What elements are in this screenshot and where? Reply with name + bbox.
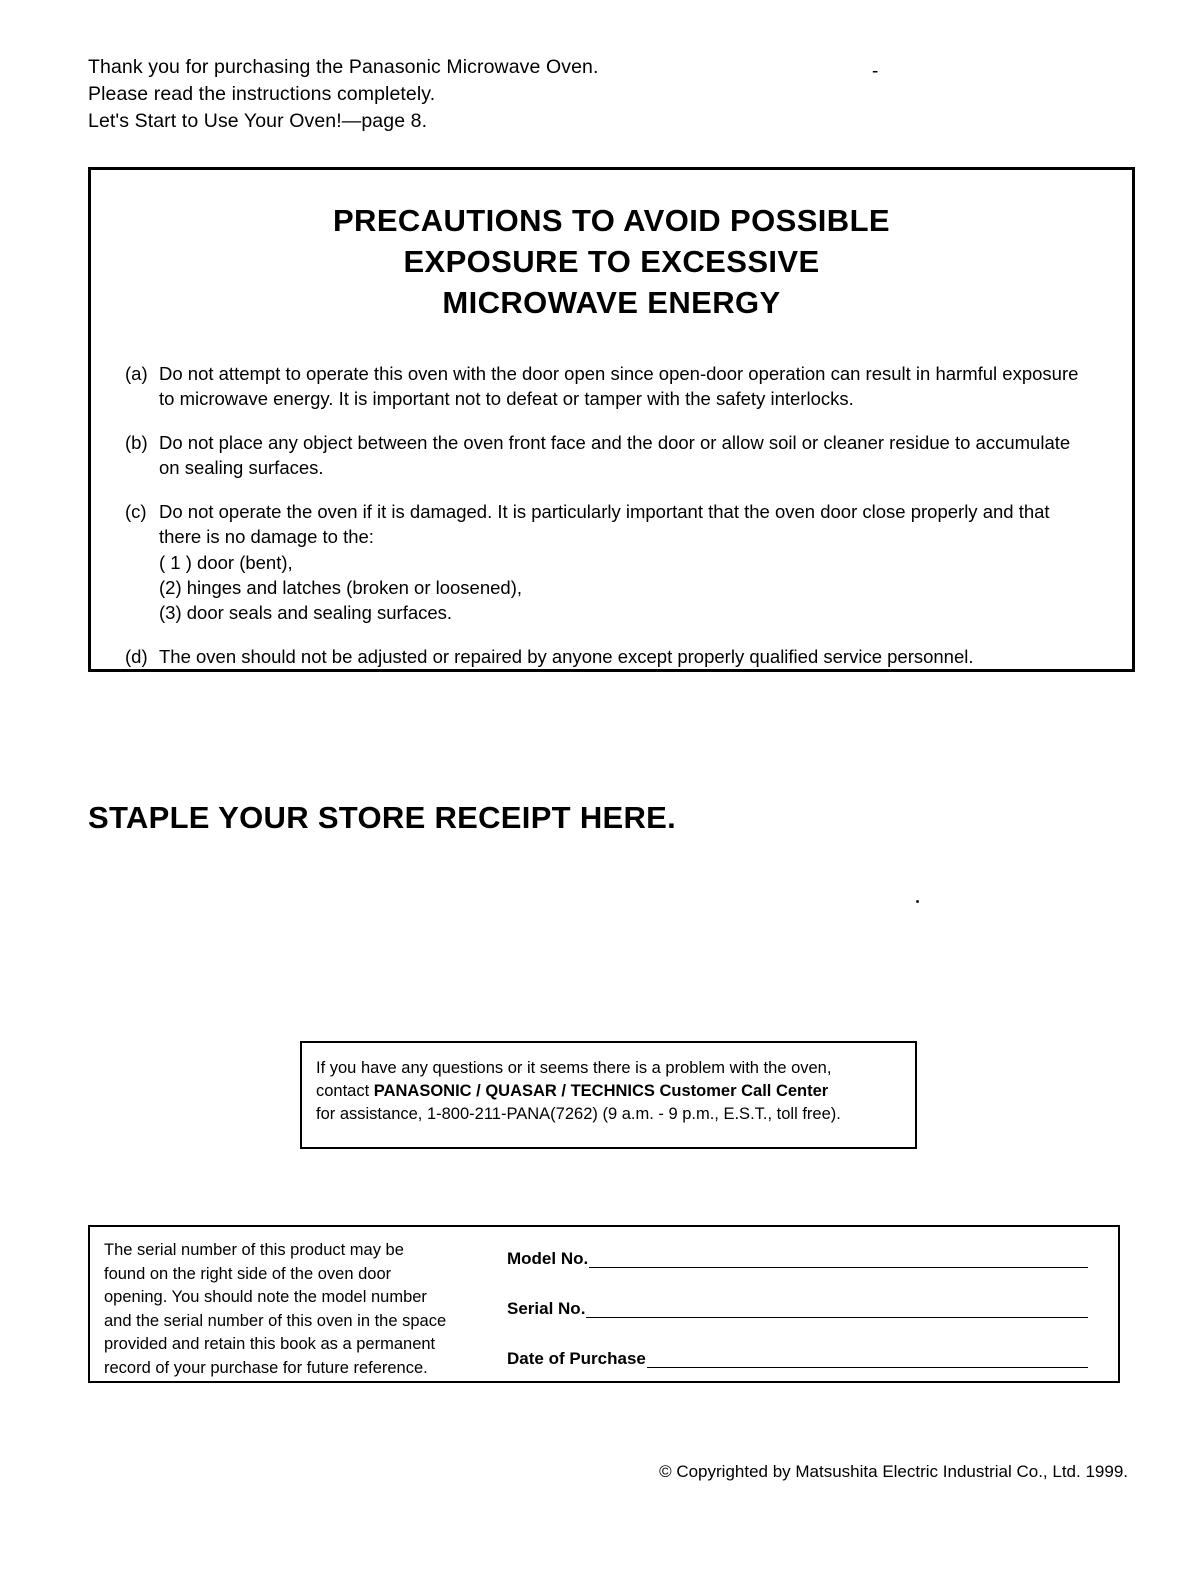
date-of-purchase-input-rule[interactable]: [647, 1352, 1088, 1368]
precaution-item: [125, 644, 1094, 669]
model-no-input-rule[interactable]: [589, 1252, 1088, 1268]
precautions-title: [91, 200, 1132, 323]
copyright-footer: © Copyrighted by Matsushita Electric Industrial Co., Ltd. 1999.: [659, 1462, 1128, 1481]
contact-line-1: If you have any questions or it seems there is a problem with the oven,: [316, 1059, 832, 1077]
precaution-item: [125, 361, 1094, 411]
precaution-sublist: [159, 550, 1094, 625]
intro-line-1: Thank you for purchasing the Panasonic Microwave Oven.: [88, 56, 599, 78]
precaution-text: Do not operate the oven if it is damaged. It is particularly important that the oven door close properly and that there is no damage to the:: [159, 501, 1050, 547]
model-no-label: Model No.: [507, 1249, 589, 1268]
stray-dash-mark: -: [872, 61, 879, 82]
serial-no-label: Serial No.: [507, 1299, 586, 1318]
precautions-title-line-3: MICROWAVE ENERGY: [442, 285, 781, 320]
model-no-field[interactable]: [507, 1246, 1088, 1268]
precaution-text-group: [159, 499, 1094, 625]
serial-note-line-3: opening. You should note the model number: [104, 1288, 427, 1306]
precaution-text: Do not place any object between the oven front face and the door or allow soil or cleaner residue to accumulate on sealing surfaces.: [159, 432, 1071, 478]
precaution-item: [125, 499, 1094, 625]
contact-line-2: [316, 1080, 899, 1103]
serial-fields: [475, 1227, 1118, 1381]
serial-no-field[interactable]: [507, 1296, 1088, 1318]
precaution-marker: (d): [125, 646, 148, 667]
precaution-subitem: (2) hinges and latches (broken or loosened),: [159, 577, 523, 598]
precaution-item: [125, 430, 1094, 480]
serial-note-line-6: record of your purchase for future reference.: [104, 1358, 428, 1377]
precaution-marker: (b): [125, 432, 148, 453]
precautions-title-line-2: EXPOSURE TO EXCESSIVE: [403, 244, 820, 279]
precaution-text: Do not attempt to operate this oven with the door open since open-door operation can result in harmful exposure to microwave energy. It is important not to defeat or tamper with the safety interlocks.: [159, 363, 1079, 409]
contact-line-2-prefix: contact: [316, 1082, 374, 1100]
contact-line-3: for assistance, 1-800-211-PANA(7262) (9 a.m. - 9 p.m., E.S.T., toll free).: [316, 1105, 841, 1123]
precaution-subitem: ( 1 ) door (bent),: [159, 552, 293, 573]
serial-note-line-4: and the serial number of this oven in the space: [104, 1311, 447, 1330]
staple-receipt-heading: STAPLE YOUR STORE RECEIPT HERE.: [88, 800, 677, 835]
serial-record-box: [88, 1225, 1120, 1383]
intro-line-2: Please read the instructions completely.: [88, 83, 436, 105]
precautions-title-line-1: PRECAUTIONS TO AVOID POSSIBLE: [332, 203, 891, 238]
serial-note-line-5: provided and retain this book as a permanent: [104, 1335, 436, 1353]
intro-block: [88, 54, 988, 135]
precautions-box: [88, 167, 1135, 672]
customer-contact-box: [300, 1041, 917, 1149]
precaution-marker: (a): [125, 363, 148, 384]
serial-note-line-1: The serial number of this product may be: [104, 1241, 404, 1259]
date-of-purchase-field[interactable]: [507, 1346, 1088, 1368]
serial-no-input-rule[interactable]: [586, 1302, 1088, 1318]
serial-note: [90, 1227, 475, 1381]
intro-line-3: Let's Start to Use Your Oven!—page 8.: [88, 110, 428, 132]
date-of-purchase-label: Date of Purchase: [507, 1349, 646, 1368]
stray-dot-mark: [916, 900, 919, 903]
precaution-text: The oven should not be adjusted or repaired by anyone except properly qualified service personnel.: [159, 646, 974, 667]
contact-center-name: PANASONIC / QUASAR / TECHNICS Customer Call Center: [373, 1082, 829, 1100]
precaution-subitem: (3) door seals and sealing surfaces.: [159, 602, 453, 623]
precautions-list: [91, 361, 1132, 669]
serial-note-line-2: found on the right side of the oven door: [104, 1264, 392, 1283]
precaution-marker: (c): [125, 501, 147, 522]
